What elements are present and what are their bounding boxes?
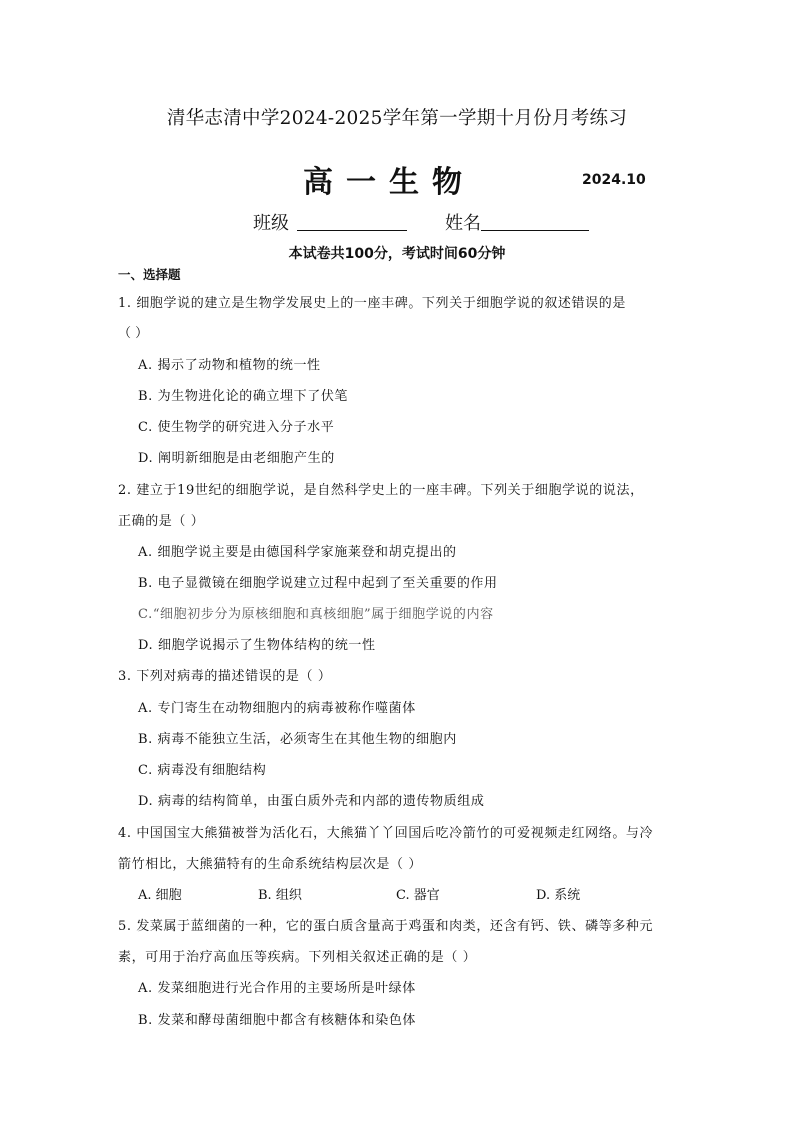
exam-date: 2024.10 bbox=[582, 172, 646, 188]
section-title: 一、选择题 bbox=[118, 267, 181, 282]
exam-notice: 本试卷共100分，考试时间60分钟 bbox=[288, 246, 506, 262]
question-3-option-a: A. 专门寄生在动物细胞内的病毒被称作噬菌体 bbox=[138, 701, 416, 716]
question-4-option-a: A. 细胞 bbox=[138, 888, 182, 903]
class-label: 班级 bbox=[253, 213, 289, 234]
question-2-option-d: D. 细胞学说揭示了生物体结构的统一性 bbox=[138, 638, 376, 653]
question-4-stem-line-2: 箭竹相比，大熊猫特有的生命系统结构层次是（ ） bbox=[118, 857, 422, 872]
question-5-stem-line-1: 5. 发菜属于蓝细菌的一种，它的蛋白质含量高于鸡蛋和肉类，还含有钙、铁、磷等多种元 bbox=[118, 919, 654, 934]
question-5-option-b: B. 发菜和酵母菌细胞中都含有核糖体和染色体 bbox=[138, 1013, 417, 1028]
question-5-option-a: A. 发菜细胞进行光合作用的主要场所是叶绿体 bbox=[138, 981, 416, 996]
name-label: 姓名 bbox=[445, 213, 481, 234]
question-5-stem-line-2: 素，可用于治疗高血压等疾病。下列相关叙述正确的是（ ） bbox=[118, 950, 477, 965]
question-4-stem-line-1: 4. 中国国宝大熊猫被誉为活化石，大熊猫丫丫回国后吃冷箭竹的可爱视频走红网络。与冷 bbox=[118, 826, 654, 841]
class-blank[interactable] bbox=[297, 212, 407, 231]
question-4-option-b: B. 组织 bbox=[258, 888, 302, 903]
student-info-fields bbox=[253, 209, 589, 235]
question-3-option-d: D. 病毒的结构简单，由蛋白质外壳和内部的遗传物质组成 bbox=[138, 794, 485, 809]
question-1-stem-line-1: 1. 细胞学说的建立是生物学发展史上的一座丰碑。下列关于细胞学说的叙述错误的是 bbox=[118, 296, 626, 311]
subject-title: 高一生物 bbox=[303, 165, 475, 200]
question-2-stem-line-1: 2. 建立于19世纪的细胞学说，是自然科学史上的一座丰碑。下列关于细胞学说的说法， bbox=[118, 483, 644, 498]
question-1-option-d: D. 阐明新细胞是由老细胞产生的 bbox=[138, 451, 335, 466]
question-3-option-b: B. 病毒不能独立生活，必须寄生在其他生物的细胞内 bbox=[138, 732, 457, 747]
question-2-option-c: C.“细胞初步分为原核细胞和真核细胞”属于细胞学说的内容 bbox=[138, 607, 494, 622]
question-3-stem-line-1: 3. 下列对病毒的描述错误的是（ ） bbox=[118, 669, 332, 684]
question-4-option-d: D. 系统 bbox=[536, 888, 581, 903]
name-blank[interactable] bbox=[481, 212, 589, 231]
school-exam-title: 清华志清中学2024-2025学年第一学期十月份月考练习 bbox=[166, 108, 628, 129]
question-1-option-c: C. 使生物学的研究进入分子水平 bbox=[138, 420, 335, 435]
question-2-stem-line-2: 正确的是（ ） bbox=[118, 514, 205, 529]
question-1-stem-line-2: （ ） bbox=[118, 326, 149, 341]
question-1-option-b: B. 为生物进化论的确立埋下了伏笔 bbox=[138, 389, 349, 404]
question-3-option-c: C. 病毒没有细胞结构 bbox=[138, 763, 267, 778]
question-2-option-b: B. 电子显微镜在细胞学说建立过程中起到了至关重要的作用 bbox=[138, 576, 498, 591]
question-2-option-a: A. 细胞学说主要是由德国科学家施莱登和胡克提出的 bbox=[138, 545, 457, 560]
question-4-option-c: C. 器官 bbox=[396, 888, 440, 903]
question-1-option-a: A. 揭示了动物和植物的统一性 bbox=[138, 358, 321, 373]
